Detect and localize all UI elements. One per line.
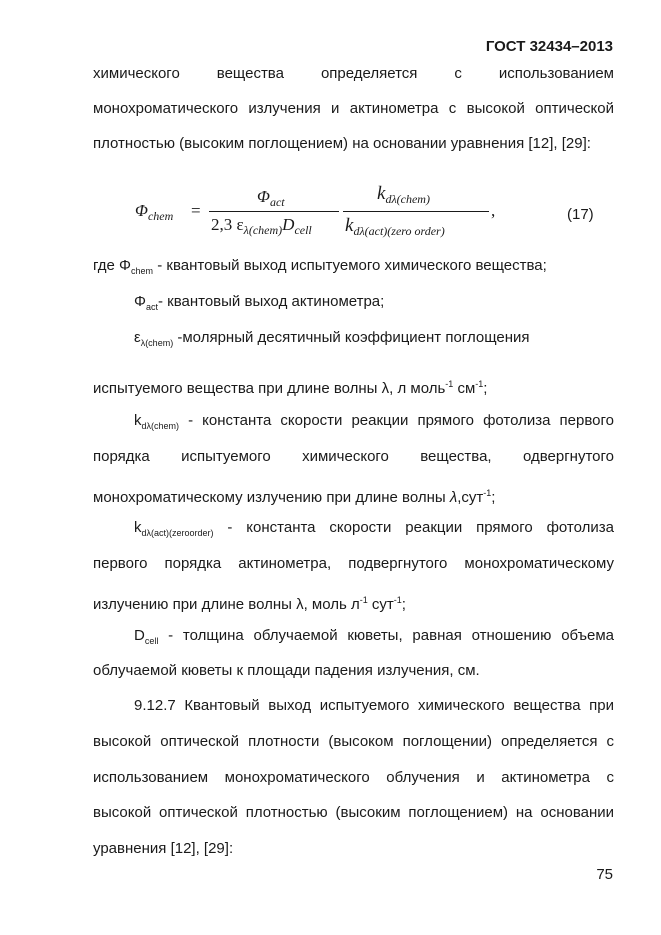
intro-line-3: плотностью (высоким поглощением) на основании уравнения [12], [29]: (93, 135, 591, 152)
fraction-bar-1 (209, 211, 339, 212)
formula-den2: $k_{d\lambda(act)(zero order)}$ (345, 215, 445, 238)
def-kact-line-2: первого порядка актинометра, подвергнутого монохроматическому (93, 555, 614, 572)
fraction-bar-2 (343, 211, 489, 212)
formula-num2: $k_{d\lambda(chem)}$ (377, 183, 430, 206)
formula-num1: $\Phi_{act}$ (257, 187, 285, 209)
def-kact-line-1: $k_{d\lambda(act)(zeroorder)}$ - константа скорости реакции прямого фотолиза (134, 519, 614, 538)
def-kchem-line-3: монохроматическому излучению при длине волны λ,сут$^{-1}$; (93, 488, 496, 506)
def-epsilon-cont: испытуемого вещества при длине волны λ, л моль$^{-1}$ $см^{-1}$; (93, 379, 488, 397)
section-line-1: 9.12.7 Квантовый выход испытуемого химического вещества при (134, 697, 614, 714)
formula-equals: = (191, 201, 201, 220)
def-kchem-line-1: $k_{d\lambda(chem)}$ - константа скорости реакции прямого фотолиза первого (134, 412, 614, 431)
intro-line-1: химического вещества определяется с использованием (93, 65, 614, 82)
section-line-2: высокой оптической плотности (высоком поглощении) определяется с (93, 733, 614, 750)
formula-comma: , (491, 201, 496, 220)
intro-line-2: монохроматического излучения и актинометра с высокой оптической (93, 100, 614, 117)
section-line-4: высокой оптической плотностью (высоким поглощением) на основании (93, 804, 614, 821)
equation-number: (17) (567, 206, 594, 223)
def-phi-act: $\Phi_{act}-$ квантовый выход актинометра; (134, 293, 385, 312)
formula-lhs: $\Phi_{chem}$ (135, 201, 174, 223)
def-kchem-line-2: порядка испытуемого химического вещества, одвергнутого (93, 448, 614, 465)
page-number: 75 (596, 866, 613, 883)
formula-17 (135, 183, 505, 243)
def-dcell-line-1: $D_{cell}$ - толщина облучаемой кюветы, равная отношению объема (134, 627, 614, 646)
def-epsilon: $\varepsilon_{\lambda(chem)}$ -молярный десятичный коэффициент поглощения (134, 329, 530, 348)
section-line-5: уравнения [12], [29]: (93, 840, 234, 857)
def-dcell-line-2: облучаемой кюветы к площади падения излучения, см. (93, 662, 480, 679)
def-phi-chem: где $\Phi_{chem}$ - квантовый выход испытуемого химического вещества; (93, 257, 547, 276)
formula-den1: 2,3 $\varepsilon_{\lambda(chem)}D_{cell}$ (211, 215, 312, 237)
def-kact-line-3: излучению при длине волны λ, моль $л^{-1}$ сут$^{-1}$; (93, 595, 406, 613)
section-line-3: использованием монохроматического облучения и актинометра с (93, 769, 614, 786)
standard-header: ГОСТ 32434–2013 (485, 38, 613, 55)
